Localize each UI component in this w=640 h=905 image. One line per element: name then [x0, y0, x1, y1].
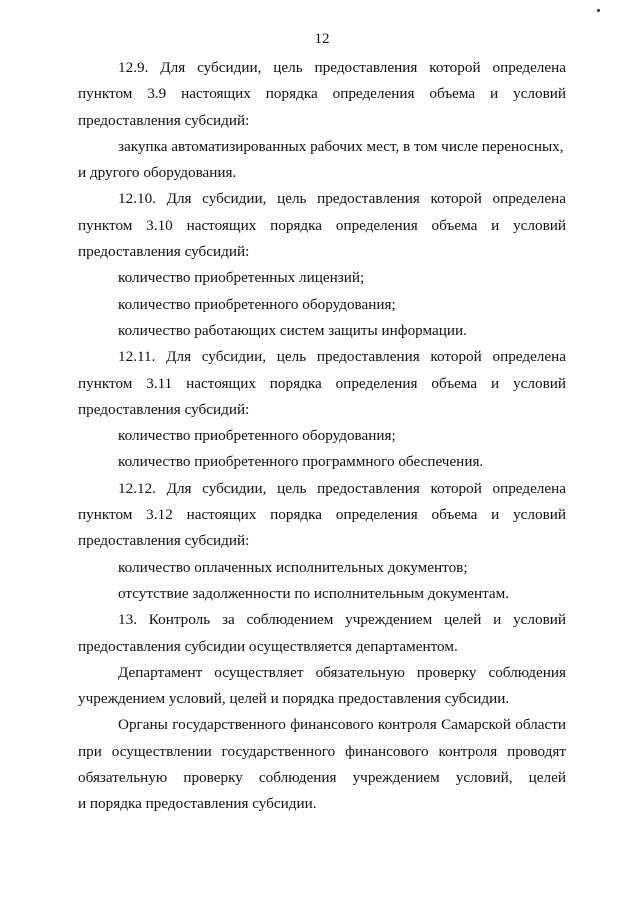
- paragraph-line: 12.10. Для субсидии, цель предоставления которой определена: [118, 190, 566, 208]
- page-number: 12: [314, 31, 330, 47]
- scan-speck: [597, 9, 600, 12]
- paragraph-line: Органы государственного финансового контроля Самарской области: [118, 716, 566, 734]
- paragraph-line: пунктом 3.12 настоящих порядка определения объема и условий: [78, 506, 566, 524]
- paragraph-line: количество приобретенного программного обеспечения.: [118, 453, 484, 471]
- paragraph-line: количество оплаченных исполнительных документов;: [118, 558, 468, 576]
- paragraph-line: пунктом 3.10 настоящих порядка определения объема и условий: [78, 216, 566, 234]
- paragraph-line: количество приобретенного оборудования;: [118, 427, 396, 445]
- paragraph-line: 12.11. Для субсидии, цель предоставления которой определена: [118, 348, 566, 366]
- paragraph-line: предоставления субсидий:: [78, 111, 250, 129]
- paragraph-line: Департамент осуществляет обязательную проверку соблюдения: [118, 663, 566, 681]
- paragraph-line: 12.12. Для субсидии, цель предоставления которой определена: [118, 479, 566, 497]
- paragraph-line: отсутствие задолженности по исполнительным документам.: [118, 584, 510, 602]
- document-body: [78, 55, 566, 818]
- paragraph-line: закупка автоматизированных рабочих мест, в том числе переносных,: [118, 137, 564, 155]
- paragraph-line: предоставления субсидии осуществляется департаментом.: [78, 637, 458, 655]
- paragraph-line: 12.9. Для субсидии, цель предоставления которой определена: [118, 59, 566, 76]
- paragraph-line: предоставления субсидий:: [78, 400, 250, 418]
- paragraph-line: количество работающих систем защиты информации.: [118, 321, 467, 339]
- paragraph-line: учреждением условий, целей и порядка предоставления субсидии.: [78, 690, 510, 708]
- paragraph-line: при осуществлении государственного финансового контроля проводят: [78, 742, 566, 760]
- paragraph-line: 13. Контроль за соблюдением учреждением целей и условий: [118, 611, 566, 629]
- paragraph-line: и другого оборудования.: [78, 164, 237, 182]
- paragraph-line: пунктом 3.11 настоящих порядка определения объема и условий: [78, 374, 566, 392]
- paragraph-line: предоставления субсидий:: [78, 243, 250, 261]
- paragraph-line: пунктом 3.9 настоящих порядка определения объема и условий: [78, 85, 566, 103]
- paragraph-line: количество приобретенного оборудования;: [118, 295, 396, 313]
- paragraph-line: обязательную проверку соблюдения учреждением условий, целей: [78, 769, 566, 787]
- paragraph-line: предоставления субсидий:: [78, 532, 250, 550]
- paragraph-line: количество приобретенных лицензий;: [118, 269, 365, 287]
- paragraph-line: и порядка предоставления субсидии.: [78, 795, 317, 813]
